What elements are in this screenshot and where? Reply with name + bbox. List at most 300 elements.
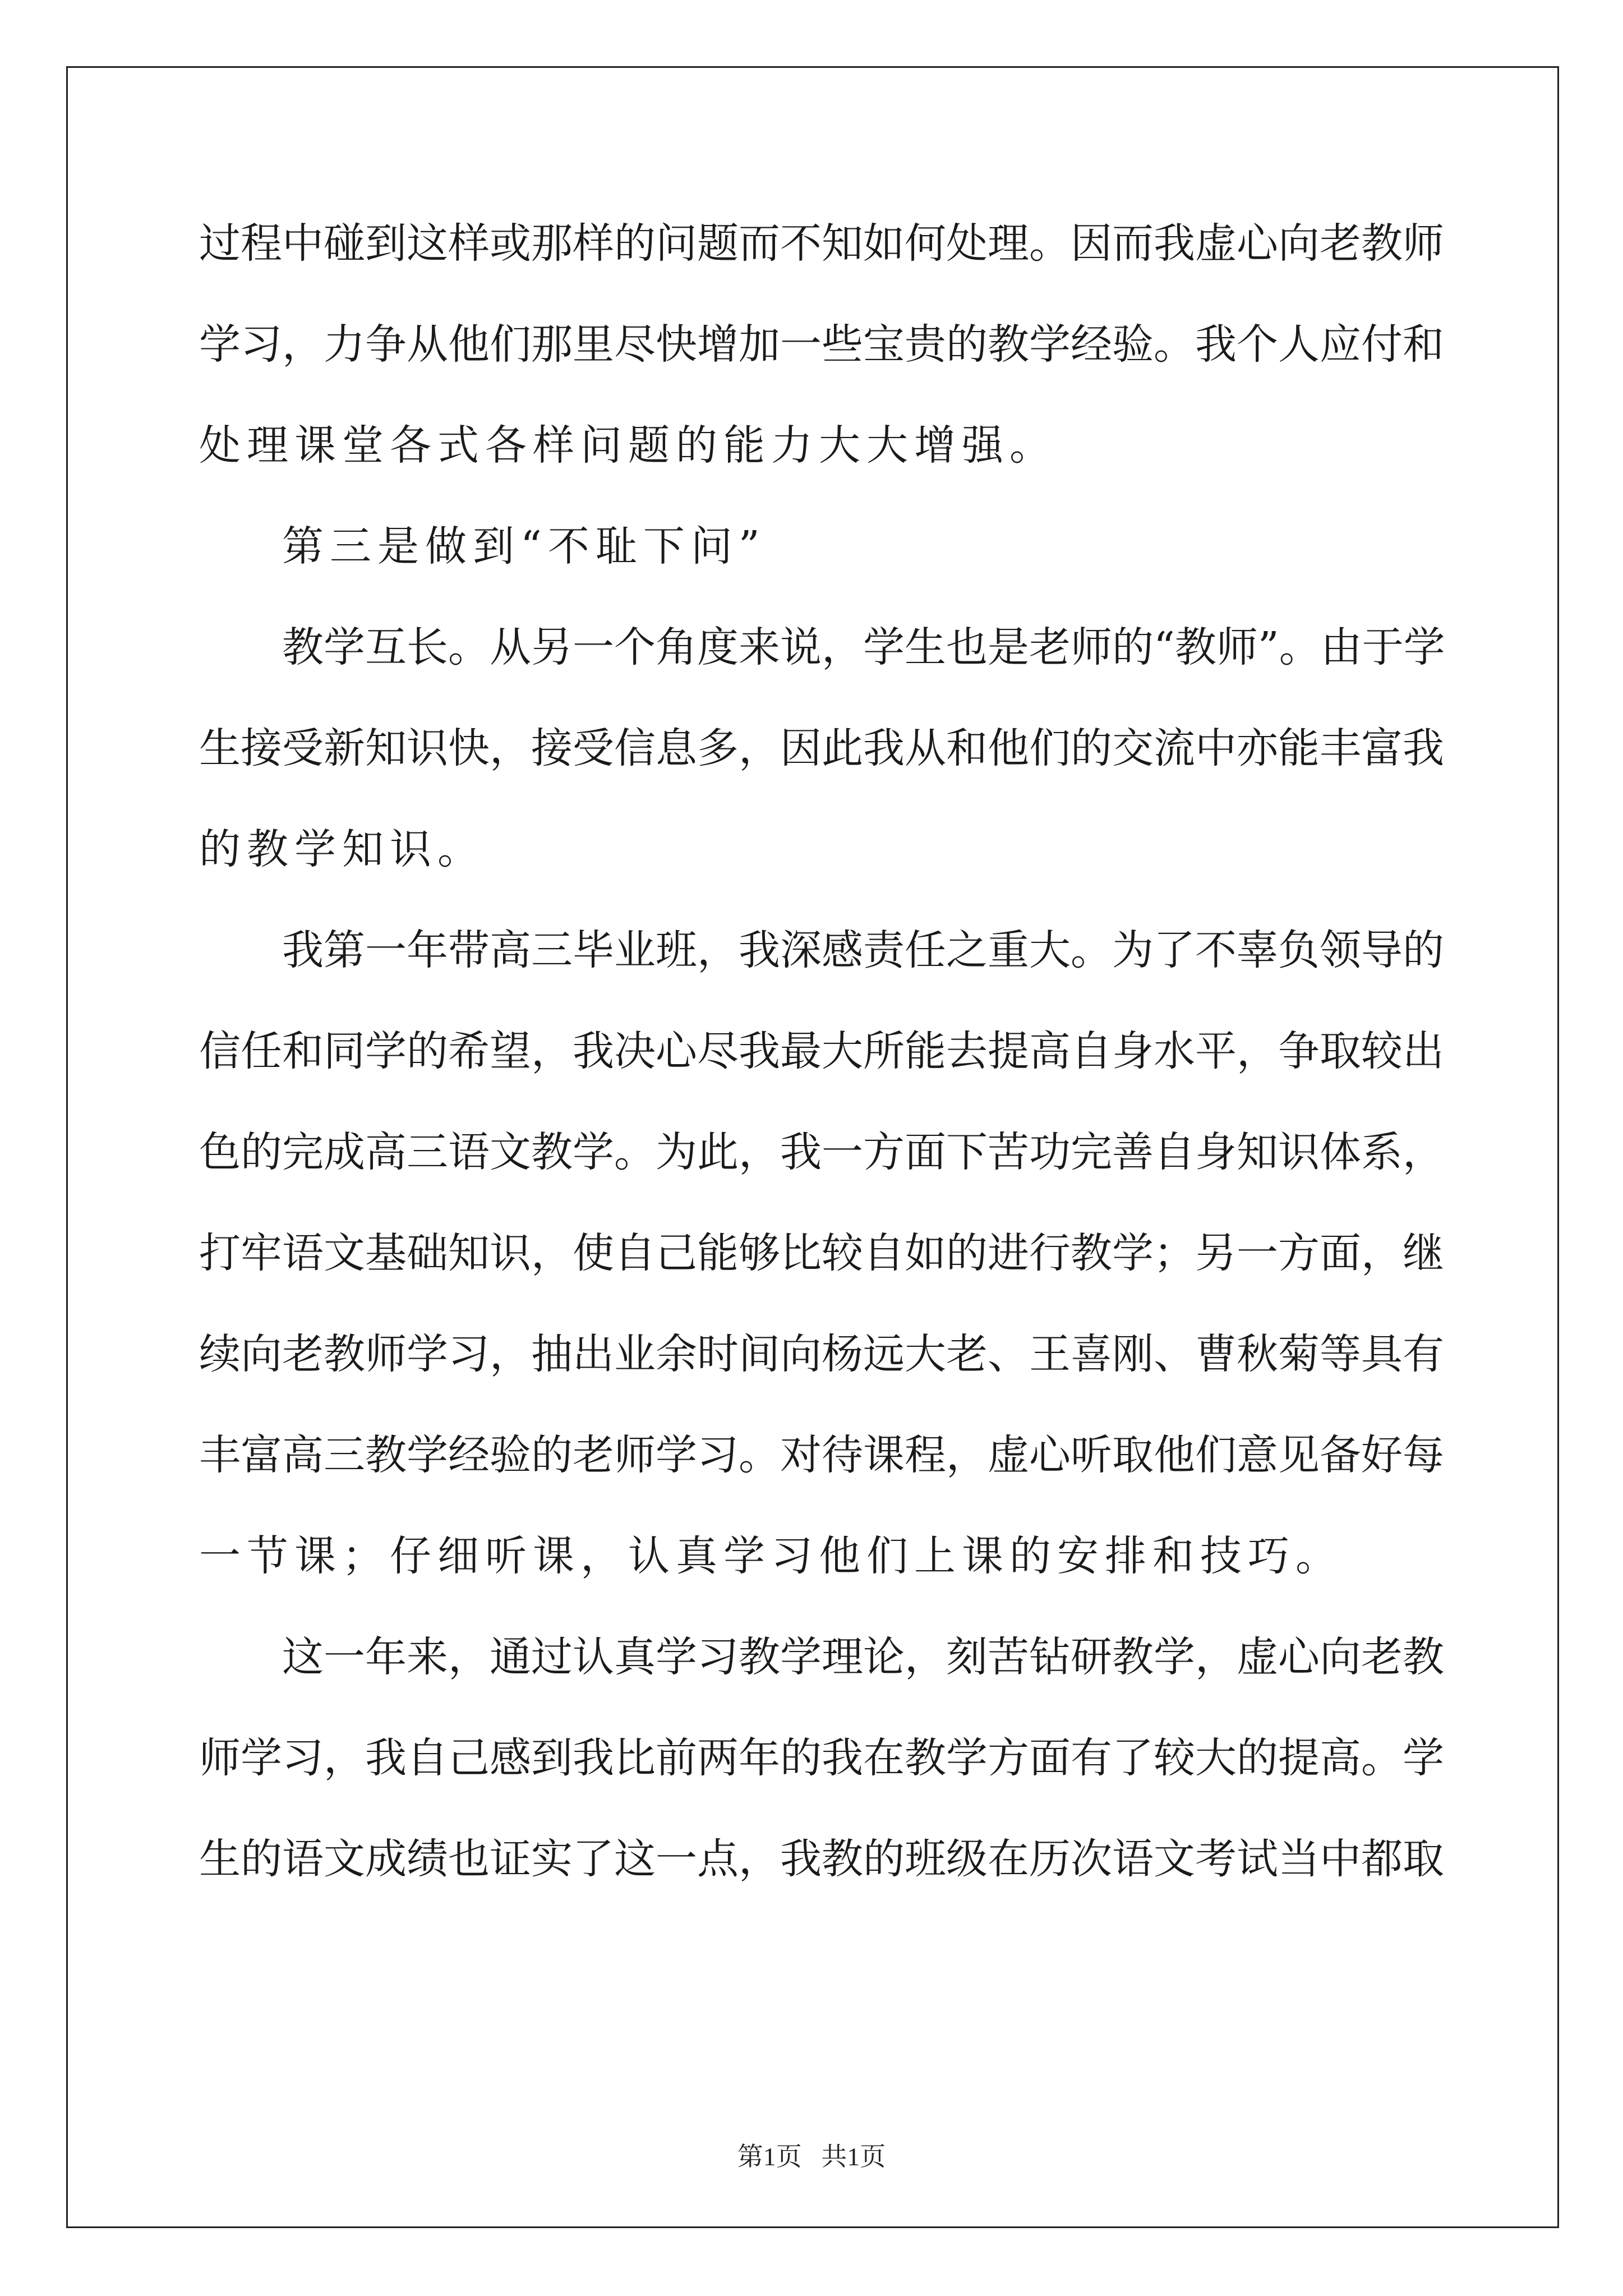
text-char: 身 xyxy=(1112,1027,1154,1075)
text-line xyxy=(199,1528,1427,1584)
text-char: 高 xyxy=(490,926,531,974)
text-char: 个 xyxy=(1237,320,1278,369)
text-char: 因 xyxy=(780,724,822,772)
text-char: 不 xyxy=(547,522,589,570)
text-char: 认 xyxy=(573,1633,614,1681)
text-char: 面 xyxy=(905,1128,946,1176)
text-char: 处 xyxy=(946,219,988,268)
text-char: 的 xyxy=(241,1835,282,1883)
text-char: 教 xyxy=(1174,623,1216,671)
text-char: 苦 xyxy=(988,1633,1029,1681)
text-char: 时 xyxy=(697,1330,739,1378)
text-char: 学 xyxy=(407,1330,448,1378)
text-char: 教 xyxy=(324,1330,365,1378)
text-char: 样 xyxy=(533,421,574,470)
text-char: 我 xyxy=(780,1128,822,1176)
text-char: 人 xyxy=(1278,320,1320,369)
text-line xyxy=(199,518,1427,574)
text-char: ， xyxy=(1361,1229,1403,1277)
text-char: 同 xyxy=(324,1027,365,1075)
text-char: 我 xyxy=(1403,724,1444,772)
text-char: 重 xyxy=(988,926,1029,974)
text-char: 任 xyxy=(905,926,946,974)
text-char: 经 xyxy=(448,1431,490,1479)
text-char: 。 xyxy=(1279,623,1321,671)
text-char: 处 xyxy=(199,421,241,470)
text-char: 自 xyxy=(407,1734,448,1782)
text-char: 导 xyxy=(1361,926,1403,974)
text-char: 增 xyxy=(697,320,739,369)
text-char: 都 xyxy=(1361,1835,1403,1883)
text-char: 生 xyxy=(199,724,241,772)
text-char: 学 xyxy=(365,1027,407,1075)
text-char: 。 xyxy=(1071,926,1112,974)
text-char: 为 xyxy=(656,1128,697,1176)
text-char: 生 xyxy=(905,623,946,671)
text-char: 富 xyxy=(241,1431,282,1479)
text-char: ， xyxy=(282,320,324,369)
text-char: 经 xyxy=(1071,320,1112,369)
text-line xyxy=(199,215,1444,272)
text-char: 能 xyxy=(905,1027,946,1075)
text-char: 比 xyxy=(780,1229,822,1277)
text-char: ， xyxy=(490,1330,531,1378)
text-char: 最 xyxy=(780,1027,822,1075)
text-char: 学 xyxy=(407,1431,448,1479)
text-char: ， xyxy=(697,926,739,974)
text-char: 丰 xyxy=(1320,724,1361,772)
text-char: 比 xyxy=(614,1734,656,1782)
text-char: 老 xyxy=(573,1431,614,1479)
text-char: 方 xyxy=(863,1128,905,1176)
text-char: 班 xyxy=(905,1835,946,1883)
text-char: 争 xyxy=(1278,1027,1320,1075)
text-char: 备 xyxy=(1320,1431,1361,1479)
text-char: 题 xyxy=(628,421,670,470)
text-char: 堂 xyxy=(342,421,384,470)
text-char: 打 xyxy=(199,1229,241,1277)
text-char: 听 xyxy=(485,1532,527,1580)
text-char: 级 xyxy=(946,1835,988,1883)
text-char: 说 xyxy=(780,623,822,671)
text-char: 题 xyxy=(697,219,739,268)
text-char: 较 xyxy=(1361,1027,1403,1075)
text-char: 一 xyxy=(199,1532,241,1580)
text-char: 年 xyxy=(739,1734,780,1782)
text-char: 为 xyxy=(1112,926,1154,974)
text-char: 学 xyxy=(1403,623,1445,671)
text-char: 续 xyxy=(199,1330,241,1378)
text-char: 下 xyxy=(946,1128,988,1176)
text-char: 学 xyxy=(946,1734,988,1782)
text-char: 曹 xyxy=(1195,1330,1237,1378)
text-char: 他 xyxy=(448,320,490,369)
text-char: 我 xyxy=(282,926,324,974)
text-char: 流 xyxy=(1154,724,1195,772)
text-char: 也 xyxy=(946,623,988,671)
text-char: 和 xyxy=(1403,320,1444,369)
text-char: 一 xyxy=(573,623,614,671)
text-char: 大 xyxy=(1029,926,1071,974)
text-char: 老 xyxy=(1361,1633,1403,1681)
text-char: 何 xyxy=(905,219,946,268)
text-char: 的 xyxy=(1403,926,1444,974)
text-char: 两 xyxy=(697,1734,739,1782)
text-char: 的 xyxy=(946,320,988,369)
text-char: 教 xyxy=(531,1128,573,1176)
text-line xyxy=(199,922,1444,978)
text-char: 系 xyxy=(1361,1128,1403,1176)
text-char: 意 xyxy=(1237,1431,1278,1479)
text-char: 学 xyxy=(324,623,365,671)
text-char: ， xyxy=(324,1734,365,1782)
text-char: 大 xyxy=(905,1330,946,1378)
text-char: 我 xyxy=(822,1734,863,1782)
text-char: 增 xyxy=(914,421,956,470)
text-char: 息 xyxy=(656,724,697,772)
text-char: 由 xyxy=(1320,623,1362,671)
text-char: 向 xyxy=(241,1330,282,1378)
text-char: 教 xyxy=(1361,219,1403,268)
text-char: 亦 xyxy=(1237,724,1278,772)
text-char: 此 xyxy=(822,724,863,772)
text-char: 安 xyxy=(1057,1532,1099,1580)
text-char: 样 xyxy=(573,219,614,268)
text-char: 望 xyxy=(490,1027,531,1075)
text-char: 做 xyxy=(425,522,467,570)
text-char: 我 xyxy=(780,1835,822,1883)
text-char: 一 xyxy=(780,320,822,369)
text-char: 。 xyxy=(1295,1532,1337,1580)
text-char: 一 xyxy=(365,926,407,974)
text-char: 大 xyxy=(866,421,908,470)
text-char: 刻 xyxy=(946,1633,988,1681)
text-char: 力 xyxy=(771,421,813,470)
text-char: 尽 xyxy=(614,320,656,369)
text-char: 虚 xyxy=(1195,219,1237,268)
text-char: 耻 xyxy=(595,522,637,570)
text-char: 到 xyxy=(531,1734,573,1782)
text-char: 尽 xyxy=(697,1027,739,1075)
text-char: 、 xyxy=(1154,1330,1195,1378)
text-char: 语 xyxy=(282,1835,324,1883)
text-char: 和 xyxy=(282,1027,324,1075)
text-line xyxy=(199,1831,1444,1887)
text-char: 我 xyxy=(573,1734,614,1782)
text-char: 年 xyxy=(407,926,448,974)
text-char: 学 xyxy=(199,320,241,369)
text-char: 过 xyxy=(531,1633,573,1681)
text-char: 程 xyxy=(241,219,282,268)
text-char: 秋 xyxy=(1237,1330,1278,1378)
text-line xyxy=(199,619,1445,675)
text-char: 排 xyxy=(1105,1532,1146,1580)
text-char: 高 xyxy=(365,1128,407,1176)
text-char: ， xyxy=(531,1229,573,1277)
text-char: 身 xyxy=(1195,1128,1237,1176)
text-char: 继 xyxy=(1403,1229,1444,1277)
text-char: 菊 xyxy=(1278,1330,1320,1378)
text-char: 教 xyxy=(365,1431,407,1479)
text-char: 加 xyxy=(739,320,780,369)
text-char: 了 xyxy=(1154,926,1195,974)
text-char: 虚 xyxy=(988,1431,1029,1479)
text-char: 感 xyxy=(490,1734,531,1782)
text-char: 的 xyxy=(1237,1734,1278,1782)
text-char: 在 xyxy=(863,1734,905,1782)
text-char: 也 xyxy=(448,1835,490,1883)
text-char: 绩 xyxy=(407,1835,448,1883)
text-char: 三 xyxy=(407,1128,448,1176)
text-char: 心 xyxy=(1237,219,1278,268)
text-char: 研 xyxy=(1071,1633,1112,1681)
text-char: “ xyxy=(520,522,542,570)
text-char: 杨 xyxy=(822,1330,863,1378)
text-char: 强 xyxy=(962,421,1003,470)
text-char: 提 xyxy=(988,1027,1029,1075)
text-char: 牢 xyxy=(241,1229,282,1277)
text-char: 到 xyxy=(473,522,514,570)
text-char: 或 xyxy=(490,219,531,268)
text-char: ， xyxy=(822,623,863,671)
text-line xyxy=(199,1225,1444,1281)
text-char: 识 xyxy=(390,825,431,873)
text-char: 待 xyxy=(822,1431,863,1479)
text-char: 。 xyxy=(1154,320,1195,369)
text-char: 语 xyxy=(448,1128,490,1176)
text-char: 去 xyxy=(946,1027,988,1075)
text-char: 第 xyxy=(282,522,324,570)
text-char: ， xyxy=(1237,1027,1278,1075)
text-char: 师 xyxy=(1071,623,1112,671)
text-char: ， xyxy=(448,1633,490,1681)
text-char: 问 xyxy=(580,421,622,470)
text-char: 知 xyxy=(365,724,407,772)
text-char: 第 xyxy=(324,926,365,974)
text-char: 三 xyxy=(531,926,573,974)
text-char: 善 xyxy=(1112,1128,1154,1176)
text-char: 远 xyxy=(863,1330,905,1378)
text-char: 高 xyxy=(1320,1734,1361,1782)
text-char: 间 xyxy=(739,1330,780,1378)
text-char: 负 xyxy=(1278,926,1320,974)
text-line xyxy=(199,1124,1444,1180)
text-char: 力 xyxy=(324,320,365,369)
text-char: 的 xyxy=(863,1835,905,1883)
text-char: 师 xyxy=(1403,219,1444,268)
text-char: 论 xyxy=(863,1633,905,1681)
text-char: 这 xyxy=(282,1633,324,1681)
text-char: 教 xyxy=(1403,1633,1444,1681)
text-char: ， xyxy=(739,1835,780,1883)
text-char: 成 xyxy=(324,1128,365,1176)
text-char: 所 xyxy=(863,1027,905,1075)
text-char: 感 xyxy=(822,926,863,974)
text-char: 他 xyxy=(988,724,1029,772)
text-char: 提 xyxy=(1278,1734,1320,1782)
text-char: 识 xyxy=(490,1229,531,1277)
text-char: ， xyxy=(739,1128,780,1176)
text-char: 应 xyxy=(1320,320,1361,369)
text-char: 课 xyxy=(533,1532,574,1580)
text-char: 色 xyxy=(199,1128,241,1176)
text-char: 长 xyxy=(407,623,448,671)
text-char: 个 xyxy=(614,623,656,671)
text-char: 我 xyxy=(863,724,905,772)
text-char: 师 xyxy=(199,1734,241,1782)
text-char: 识 xyxy=(407,724,448,772)
text-char: ， xyxy=(1403,1128,1444,1176)
text-char: ； xyxy=(342,1532,384,1580)
text-char: 碰 xyxy=(324,219,365,268)
text-char: 学 xyxy=(294,825,336,873)
text-char: 任 xyxy=(241,1027,282,1075)
text-char: ” xyxy=(738,522,760,570)
text-char: 的 xyxy=(531,1431,573,1479)
text-char: 考 xyxy=(1195,1835,1237,1883)
text-char: 自 xyxy=(863,1229,905,1277)
text-char: 师 xyxy=(365,1330,407,1378)
text-char: 来 xyxy=(739,623,780,671)
text-char: 的 xyxy=(1112,623,1154,671)
text-char: 钻 xyxy=(1029,1633,1071,1681)
text-char: 大 xyxy=(822,1027,863,1075)
text-char: 功 xyxy=(1029,1128,1071,1176)
text-char: 习 xyxy=(241,320,282,369)
text-char: 从 xyxy=(490,623,531,671)
text-char: ； xyxy=(1154,1229,1195,1277)
text-char: 决 xyxy=(614,1027,656,1075)
text-char: 习 xyxy=(697,1431,739,1479)
text-char: 问 xyxy=(690,522,732,570)
text-char: 向 xyxy=(1278,219,1320,268)
text-char: 角 xyxy=(656,623,697,671)
text-char: 如 xyxy=(863,219,905,268)
text-char: 历 xyxy=(1029,1835,1071,1883)
text-char: 细 xyxy=(437,1532,479,1580)
text-char: 受 xyxy=(573,724,614,772)
text-char: 教 xyxy=(282,623,324,671)
text-char: 们 xyxy=(1195,1431,1237,1479)
text-line xyxy=(199,417,1427,473)
text-char: ， xyxy=(946,1431,988,1479)
text-char: 真 xyxy=(614,1633,656,1681)
text-char: 学 xyxy=(723,1532,765,1580)
text-char: 文 xyxy=(1154,1835,1195,1883)
text-char: 理 xyxy=(822,1633,863,1681)
text-char: 班 xyxy=(656,926,697,974)
text-char: 师 xyxy=(1216,623,1258,671)
text-char: 自 xyxy=(1154,1128,1195,1176)
text-char: 些 xyxy=(822,320,863,369)
text-char: 教 xyxy=(247,825,288,873)
text-char: 课 xyxy=(863,1431,905,1479)
text-char: 大 xyxy=(819,421,860,470)
text-char: 是 xyxy=(988,623,1029,671)
text-char: 老 xyxy=(1029,623,1071,671)
text-char: 完 xyxy=(282,1128,324,1176)
text-char: 己 xyxy=(656,1229,697,1277)
text-char: 宝 xyxy=(863,320,905,369)
text-char: 各 xyxy=(485,421,527,470)
text-char: 到 xyxy=(365,219,407,268)
text-char: 从 xyxy=(407,320,448,369)
text-char: 面 xyxy=(1320,1229,1361,1277)
text-char: 的 xyxy=(199,825,241,873)
text-char: 一 xyxy=(1237,1229,1278,1277)
text-char: 础 xyxy=(407,1229,448,1277)
text-char: 领 xyxy=(1320,926,1361,974)
text-char: 我 xyxy=(365,1734,407,1782)
text-char: 理 xyxy=(988,219,1029,268)
text-char: 听 xyxy=(1071,1431,1112,1479)
text-char: 一 xyxy=(324,1633,365,1681)
text-char: 各 xyxy=(390,421,431,470)
text-char: 课 xyxy=(294,1532,336,1580)
text-char: 当 xyxy=(1278,1835,1320,1883)
text-char: “ xyxy=(1154,623,1175,671)
text-char: 于 xyxy=(1362,623,1404,671)
text-char: 向 xyxy=(1320,1633,1361,1681)
text-char: 好 xyxy=(1361,1431,1403,1479)
text-char: 课 xyxy=(962,1532,1003,1580)
text-char: 生 xyxy=(199,1835,241,1883)
text-char: 希 xyxy=(448,1027,490,1075)
text-char: 学 xyxy=(573,1128,614,1176)
text-char: 知 xyxy=(448,1229,490,1277)
text-char: 老 xyxy=(282,1330,324,1378)
text-char: 中 xyxy=(1195,724,1237,772)
text-char: 此 xyxy=(697,1128,739,1176)
text-char: 快 xyxy=(656,320,697,369)
text-char: 我 xyxy=(739,926,780,974)
text-char: 他 xyxy=(819,1532,860,1580)
text-char: 心 xyxy=(1278,1633,1320,1681)
text-char: 快 xyxy=(448,724,490,772)
text-char: 问 xyxy=(656,219,697,268)
text-char: 我 xyxy=(1154,219,1195,268)
text-char: 这 xyxy=(614,1835,656,1883)
text-char: 成 xyxy=(365,1835,407,1883)
text-char: ， xyxy=(1195,1633,1237,1681)
text-char: 样 xyxy=(448,219,490,268)
text-char: 、 xyxy=(988,1330,1029,1378)
text-char: 争 xyxy=(365,320,407,369)
text-char: 教 xyxy=(988,320,1029,369)
text-char: 出 xyxy=(573,1330,614,1378)
text-char: 行 xyxy=(1029,1229,1071,1277)
text-char: 余 xyxy=(656,1330,697,1378)
text-char: 高 xyxy=(282,1431,324,1479)
text-char: 大 xyxy=(1195,1734,1237,1782)
text-char: 年 xyxy=(365,1633,407,1681)
text-char: 。 xyxy=(437,825,479,873)
text-char: 刚 xyxy=(1112,1330,1154,1378)
text-char: 技 xyxy=(1200,1532,1242,1580)
text-char: 。 xyxy=(1361,1734,1403,1782)
text-char: 我 xyxy=(1195,320,1237,369)
text-char: 学 xyxy=(863,623,905,671)
text-char: 文 xyxy=(490,1128,531,1176)
text-char: 学 xyxy=(780,1633,822,1681)
text-char: 理 xyxy=(247,421,288,470)
text-char: 学 xyxy=(1029,320,1071,369)
page-number-label: 第1页 共1页 xyxy=(737,2142,886,2171)
text-char: 习 xyxy=(448,1330,490,1378)
text-char: 在 xyxy=(988,1835,1029,1883)
text-char: 富 xyxy=(1361,724,1403,772)
text-char: 。 xyxy=(614,1128,656,1176)
